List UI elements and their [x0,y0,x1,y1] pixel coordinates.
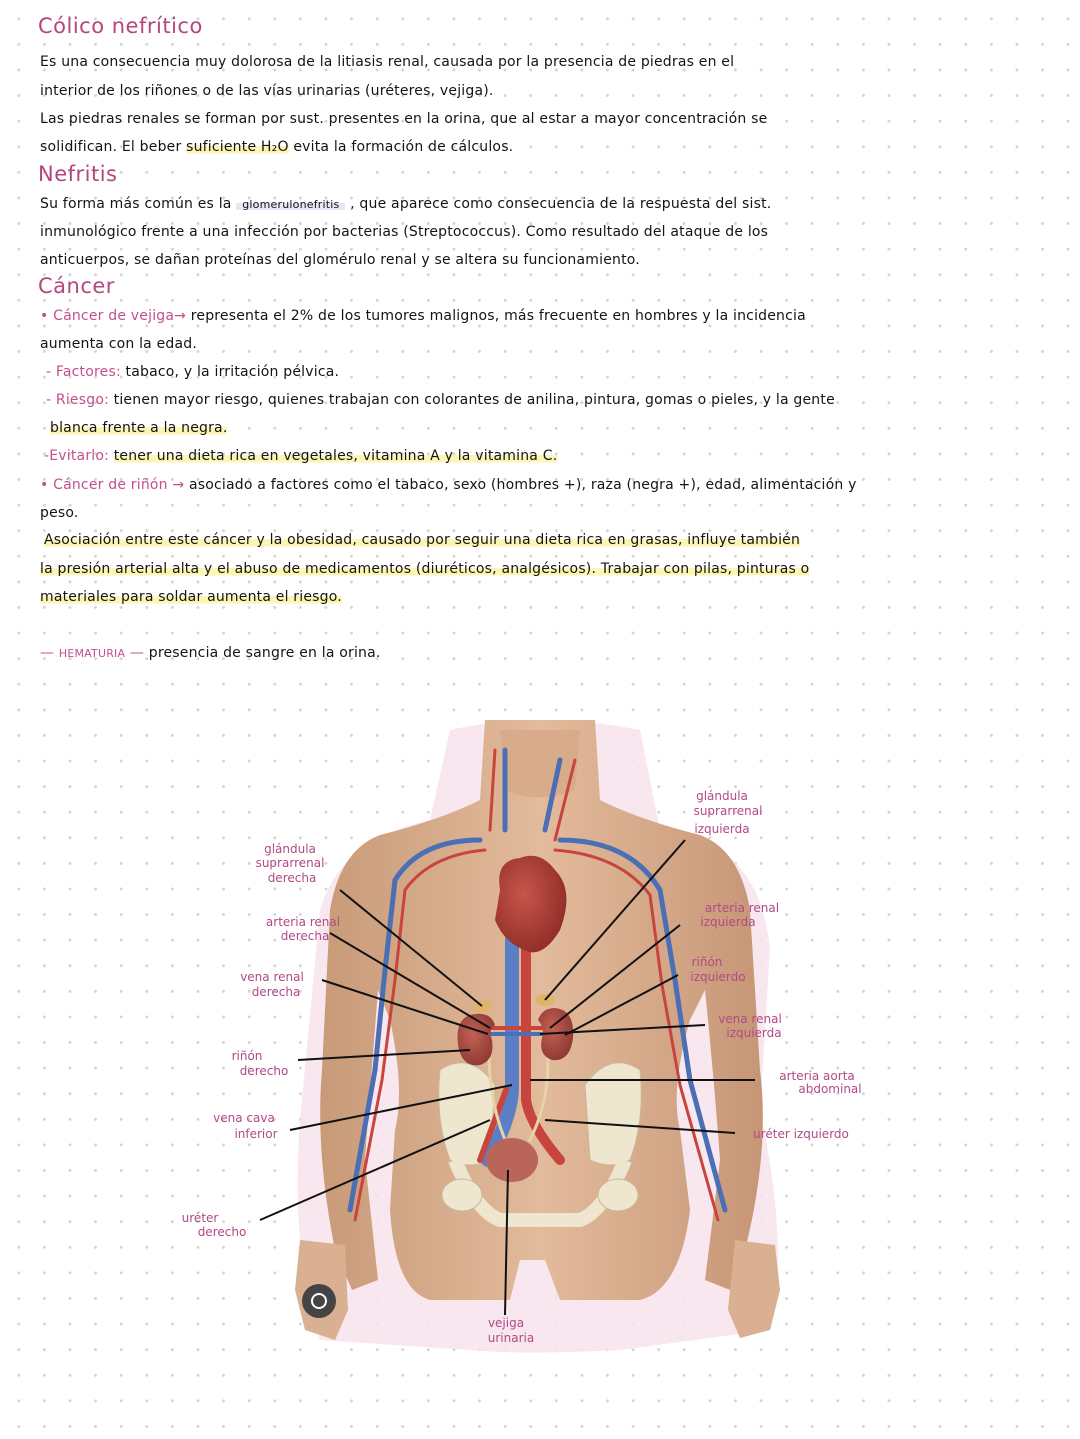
label-vena-renal-izquierda [718,1012,782,1040]
hematuria-term: HEMATURIA [58,647,126,660]
nefritis-line-1 [40,196,771,212]
label-rinon-izq-2: izquierdo [690,970,746,984]
nefritis-term: glomerulonefritis [236,198,345,211]
colico-line-4a: solidifican. El beber [40,139,182,155]
cancer-rinon-text: asociado a factores como el tabaco, sexo (hombres +), raza (negra +), edad, alimentación y [189,477,857,493]
title-colico: Cólico nefrítico [38,14,203,38]
label-glandula-izq-3: izquierda [694,822,750,836]
cancer-asoc-line-1 [44,532,800,548]
hematuria-line [40,645,381,661]
cancer-evitarlo-line [44,448,557,464]
hematuria-dash-2: — [129,645,145,661]
label-arteria-renal-der-1: arteria renal [265,915,341,929]
label-aorta-1: arteria aorta [779,1069,855,1083]
cancer-riesgo-label: - Riesgo: [46,392,109,408]
label-vena-renal-der-2: derecha [251,985,301,999]
bladder-illustration [486,1138,538,1182]
label-arteria-renal-izq-2: izquierda [700,915,756,929]
cancer-factores-label: - Factores: [46,364,121,380]
label-vena-cava-2: inferior [234,1127,278,1141]
nefritis-line-2: inmunológico frente a una infección por bacterias (Streptococcus). Como resultado del ataque de los [40,224,769,240]
label-rinon-izq-1: riñón [691,955,723,969]
cancer-riesgo-line [46,392,835,408]
label-vena-renal-derecha [240,970,304,999]
label-arteria-renal-der-2: derecha [280,929,330,943]
label-glandula-izq-1: glándula [696,789,748,803]
label-vena-renal-der-1: vena renal [240,970,304,984]
urinary-system-diagram [0,690,1080,1430]
label-vejiga-2: urinaria [487,1331,535,1345]
label-arteria-aorta [779,1069,861,1096]
cancer-rinon-line [40,477,857,493]
cancer-evitarlo-label: -Evitarlo: [44,448,110,464]
label-arteria-renal-derecha [266,915,340,943]
right-kidney-illustration [458,1014,496,1066]
label-glandula-izq-2: suprarrenal [693,804,763,818]
cancer-asoc-line-2 [40,561,809,577]
label-aorta-2: abdominal [798,1082,862,1096]
cancer-factores-text: tabaco, y la irritación pélvica. [125,364,340,380]
label-vena-renal-izq-2: izquierda [726,1026,782,1040]
cancer-asoc-line-3 [40,589,342,605]
colico-line-1: Es una consecuencia muy dolorosa de la litiasis renal, causada por la presencia de piedras en el [40,54,735,70]
label-ureter-izq-1: uréter izquierdo [753,1127,849,1141]
cancer-riesgo-line-2 [50,420,227,436]
colico-line-2: interior de los riñones o de las vías urinarias (uréteres, vejiga). [40,83,494,99]
nefritis-line-3: anticuerpos, se dañan proteínas del glomérulo renal y se altera su funcionamiento. [40,252,640,268]
label-ureter-der-2: derecho [197,1225,247,1239]
label-arteria-renal-izq-1: arteria renal [704,901,780,915]
colico-line-3: Las piedras renales se forman por sust. presentes en la orina, que al estar a mayor concentración se [40,111,768,127]
cancer-vejiga-line [40,308,806,324]
label-ureter-der-1: uréter [181,1211,219,1225]
colico-line-4 [40,139,513,155]
label-arteria-renal-izquierda [700,901,779,929]
nefritis-line-1b: , que aparece como consecuencia de la respuesta del sist. [350,196,772,212]
label-vejiga-1: vejiga [487,1316,525,1330]
label-vena-renal-izq-1: vena renal [718,1012,782,1026]
cancer-vejiga-line-2: aumenta con la edad. [40,336,198,352]
hematuria-text: presencia de sangre en la orina. [148,645,381,661]
hematuria-dash: — [40,645,55,661]
label-glandula-izquierda [694,789,763,836]
label-vena-cava-inferior [213,1111,277,1141]
label-glandula-derecha [256,842,325,885]
label-vena-cava-1: vena cava [213,1111,275,1125]
label-glandula-der-1: glándula [264,842,316,856]
cancer-rinon-label: • Cáncer de riñón → [40,477,185,493]
label-ureter-izquierdo [753,1127,849,1141]
cancer-asoc-text-2: la presión arterial alta y el abuso de medicamentos (diuréticos, analgésicos). Trabajar con pilas, pinturas o [40,561,810,577]
cancer-riesgo-text: tienen mayor riesgo, quienes trabajan con colorantes de anilina, pintura, gomas o pieles, y la gente [113,392,835,408]
cancer-rinon-line-2: peso. [40,505,79,521]
cancer-asoc-text-3: materiales para soldar aumenta el riesgo. [40,589,342,605]
label-glandula-der-3: derecha [267,871,317,885]
cancer-evitarlo-text: tener una dieta rica en vegetales, vitamina A y la vitamina C. [113,448,558,464]
label-rinon-der-1: riñón [231,1049,263,1063]
label-glandula-der-2: suprarrenal [255,856,325,870]
nefritis-line-1a: Su forma más común es la [40,196,232,212]
colico-line-4c: evita la formación de cálculos. [293,139,514,155]
title-cancer: Cáncer [38,274,115,298]
cancer-asoc-text-1: Asociación entre este cáncer y la obesidad, causado por seguir una dieta rica en grasas, influye también [44,532,801,548]
cancer-vejiga-text: representa el 2% de los tumores malignos, más frecuente en hombres y la incidencia [190,308,806,324]
colico-highlight-water: suficiente H₂O [186,139,289,155]
label-ureter-derecho [182,1211,247,1239]
label-rinon-derecho [232,1049,289,1078]
cancer-riesgo-text-2: blanca frente a la negra. [50,420,228,436]
label-rinon-der-2: derecho [239,1064,289,1078]
cancer-vejiga-label: • Cáncer de vejiga→ [40,308,187,324]
title-nefritis: Nefritis [38,162,118,186]
lens-icon[interactable] [302,1284,336,1318]
cancer-factores-line [46,364,339,380]
